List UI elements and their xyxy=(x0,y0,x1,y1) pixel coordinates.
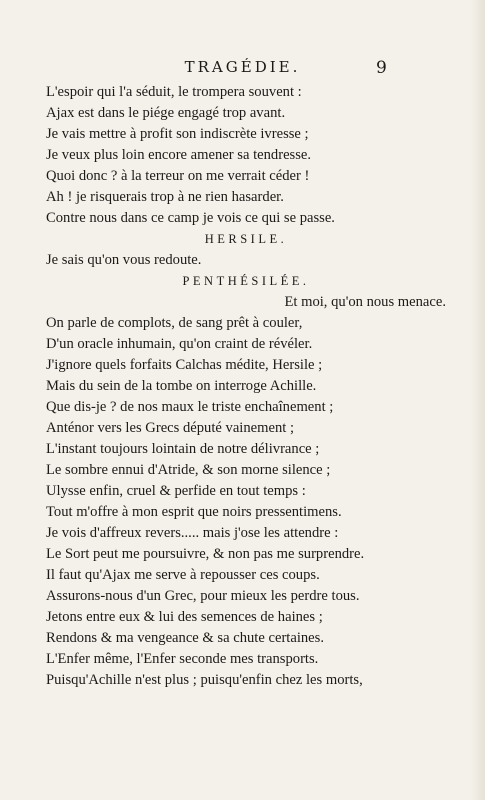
verse-line: Et moi, qu'on nous menace. xyxy=(284,294,446,310)
verse-line: Le Sort peut me poursuivre, & non pas me surprendre. xyxy=(46,546,365,562)
verse-line: L'espoir qui l'a séduit, le trompera souvent : xyxy=(46,84,302,100)
page-number: 9 xyxy=(376,58,387,78)
verse-line: Je veux plus loin encore amener sa tendresse. xyxy=(46,147,312,163)
verse-line: Que dis-je ? de nos maux le triste enchaînement ; xyxy=(46,399,334,415)
verse-line: Je vois d'affreux revers..... mais j'ose les attendre : xyxy=(46,525,339,541)
verse-line: Quoi donc ? à la terreur on me verrait céder ! xyxy=(46,168,310,184)
verse-line: Ulysse enfin, cruel & perfide en tout temps : xyxy=(46,483,306,499)
verse-line: Ah ! je risquerais trop à ne rien hasarder. xyxy=(46,189,284,205)
verse-line: J'ignore quels forfaits Calchas médite, Hersile ; xyxy=(46,357,323,373)
verse-line: Assurons-nous d'un Grec, pour mieux les perdre tous. xyxy=(46,588,360,604)
verse-line: L'instant toujours lointain de notre délivrance ; xyxy=(46,441,320,457)
page-edge xyxy=(471,0,485,800)
verse-line: Puisqu'Achille n'est plus ; puisqu'enfin chez les morts, xyxy=(46,672,363,688)
verse-line: D'un oracle inhumain, qu'on craint de révéler. xyxy=(46,336,313,352)
verse-line: Je vais mettre à profit son indiscrète ivresse ; xyxy=(46,126,309,142)
verse-line: L'Enfer même, l'Enfer seconde mes transports. xyxy=(46,651,319,667)
text-block xyxy=(46,82,446,691)
verse-line: Le sombre ennui d'Atride, & son morne silence ; xyxy=(46,462,331,478)
verse-line: On parle de complots, de sang prêt à couler, xyxy=(46,315,303,331)
running-head: TRAGÉDIE. xyxy=(184,58,301,76)
verse-line: Anténor vers les Grecs député vainement ; xyxy=(46,420,295,436)
verse-line: Contre nous dans ce camp je vois ce qui se passe. xyxy=(46,210,335,226)
verse-line: Tout m'offre à mon esprit que noirs pressentimens. xyxy=(46,504,342,520)
verse-line: Ajax est dans le piége engagé trop avant. xyxy=(46,105,286,121)
speaker-name: HERSILE. xyxy=(204,232,288,246)
verse-line: Je sais qu'on vous redoute. xyxy=(46,252,202,268)
verse-line: Mais du sein de la tombe on interroge Achille. xyxy=(46,378,317,394)
verse-line: Jetons entre eux & lui des semences de haines ; xyxy=(46,609,323,625)
speaker-name: PENTHÉSILÉE. xyxy=(182,274,310,288)
verse-line: Rendons & ma vengeance & sa chute certaines. xyxy=(46,630,324,646)
verse-line: Il faut qu'Ajax me serve à repousser ces coups. xyxy=(46,567,320,583)
